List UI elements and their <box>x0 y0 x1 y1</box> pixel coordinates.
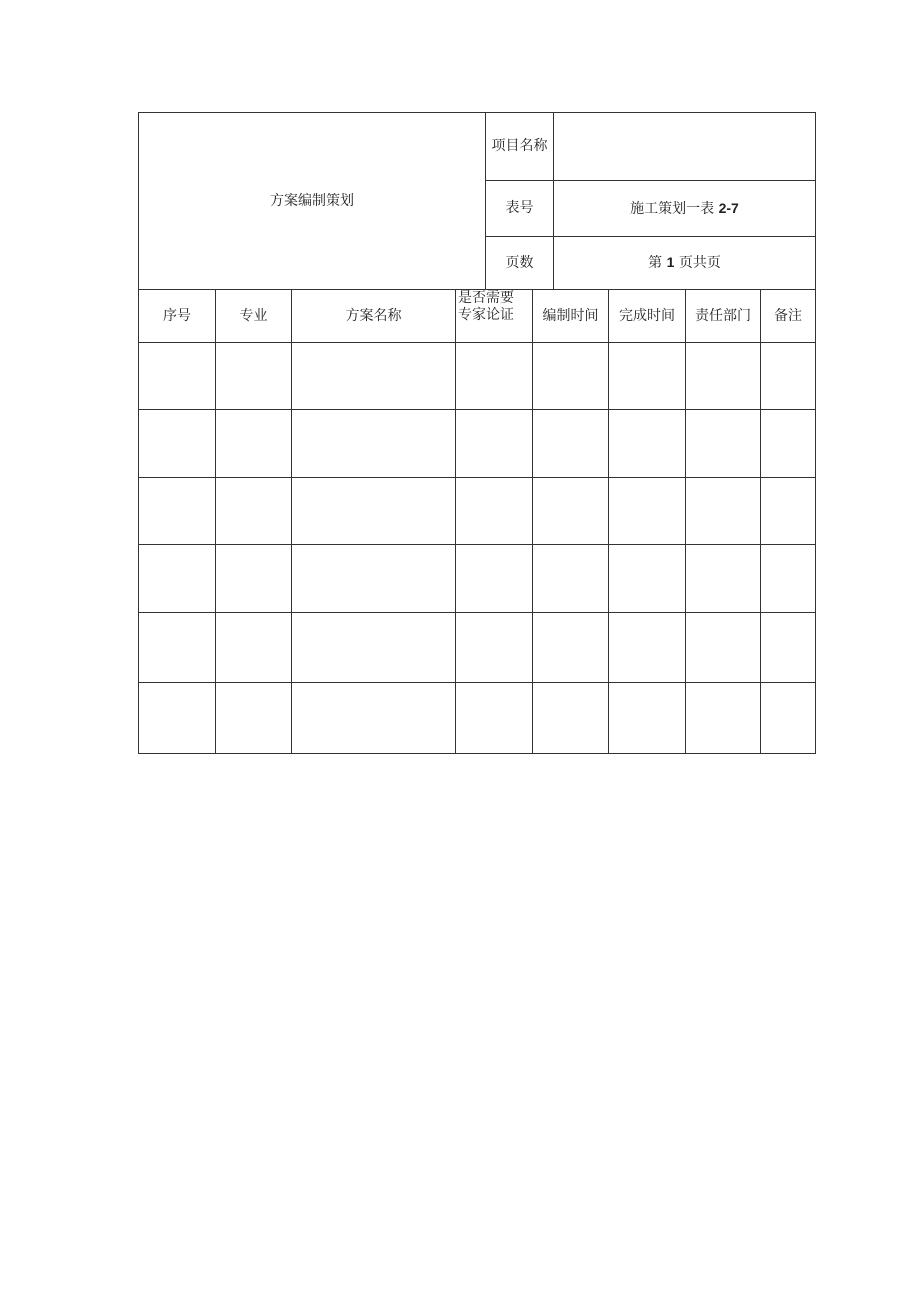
pages-value <box>554 237 816 290</box>
project-name-value[interactable] <box>554 113 816 181</box>
cell-finish-time[interactable] <box>609 613 686 683</box>
table-no-value-text: 施工策划一表 <box>630 200 715 217</box>
pages-value-number: 1 <box>666 254 675 270</box>
form-title <box>139 113 486 290</box>
col-seq: 序号 <box>139 290 216 343</box>
cell-compile-time[interactable] <box>533 613 609 683</box>
cell-responsible-dept[interactable] <box>686 343 761 410</box>
table-row <box>139 683 816 754</box>
cell-specialty[interactable] <box>216 478 292 545</box>
col-compile-time: 编制时间 <box>533 290 609 343</box>
cell-plan-name[interactable] <box>292 683 456 754</box>
cell-seq[interactable] <box>139 343 216 410</box>
col-responsible-dept: 责任部门 <box>686 290 761 343</box>
col-specialty: 专业 <box>216 290 292 343</box>
cell-plan-name[interactable] <box>292 343 456 410</box>
table-row <box>139 613 816 683</box>
cell-responsible-dept[interactable] <box>686 683 761 754</box>
col-finish-time: 完成时间 <box>609 290 686 343</box>
cell-remarks[interactable] <box>761 613 816 683</box>
cell-finish-time[interactable] <box>609 545 686 613</box>
col-plan-name: 方案名称 <box>292 290 456 343</box>
col-expert-review-line1: 是否需要 <box>458 290 514 306</box>
cell-plan-name[interactable] <box>292 545 456 613</box>
cell-seq[interactable] <box>139 545 216 613</box>
form-title-text: 方案编制策划 <box>270 192 354 209</box>
cell-responsible-dept[interactable] <box>686 613 761 683</box>
cell-expert-review[interactable] <box>456 343 533 410</box>
pages-value-prefix: 第 <box>648 255 663 271</box>
cell-finish-time[interactable] <box>609 478 686 545</box>
cell-expert-review[interactable] <box>456 478 533 545</box>
cell-seq[interactable] <box>139 613 216 683</box>
col-remarks: 备注 <box>761 290 816 343</box>
cell-seq[interactable] <box>139 683 216 754</box>
project-name-label: 项目名称 <box>486 113 554 181</box>
cell-finish-time[interactable] <box>609 410 686 478</box>
cell-expert-review[interactable] <box>456 613 533 683</box>
table-row <box>139 343 816 410</box>
cell-finish-time[interactable] <box>609 343 686 410</box>
cell-remarks[interactable] <box>761 683 816 754</box>
table-row <box>139 545 816 613</box>
cell-seq[interactable] <box>139 478 216 545</box>
pages-value-suffix: 页共页 <box>678 255 721 271</box>
col-expert-review <box>456 290 533 343</box>
cell-plan-name[interactable] <box>292 478 456 545</box>
column-header-row <box>139 290 816 343</box>
cell-compile-time[interactable] <box>533 683 609 754</box>
form-header-table <box>138 112 816 290</box>
cell-plan-name[interactable] <box>292 410 456 478</box>
table-no-label: 表号 <box>486 181 554 237</box>
plan-list-table <box>138 289 816 754</box>
cell-expert-review[interactable] <box>456 683 533 754</box>
cell-specialty[interactable] <box>216 545 292 613</box>
cell-specialty[interactable] <box>216 613 292 683</box>
cell-specialty[interactable] <box>216 410 292 478</box>
table-row <box>139 478 816 545</box>
cell-remarks[interactable] <box>761 478 816 545</box>
cell-responsible-dept[interactable] <box>686 478 761 545</box>
cell-specialty[interactable] <box>216 683 292 754</box>
cell-compile-time[interactable] <box>533 343 609 410</box>
cell-compile-time[interactable] <box>533 478 609 545</box>
cell-remarks[interactable] <box>761 545 816 613</box>
col-expert-review-line2: 专家论证 <box>458 307 514 323</box>
cell-seq[interactable] <box>139 410 216 478</box>
cell-compile-time[interactable] <box>533 410 609 478</box>
table-row <box>139 410 816 478</box>
table-no-value-number: 2-7 <box>718 199 739 216</box>
cell-specialty[interactable] <box>216 343 292 410</box>
table-no-value <box>554 181 816 237</box>
cell-expert-review[interactable] <box>456 410 533 478</box>
cell-remarks[interactable] <box>761 343 816 410</box>
cell-expert-review[interactable] <box>456 545 533 613</box>
cell-plan-name[interactable] <box>292 613 456 683</box>
planning-form <box>138 112 815 754</box>
cell-finish-time[interactable] <box>609 683 686 754</box>
cell-compile-time[interactable] <box>533 545 609 613</box>
cell-remarks[interactable] <box>761 410 816 478</box>
pages-label: 页数 <box>486 237 554 290</box>
cell-responsible-dept[interactable] <box>686 545 761 613</box>
cell-responsible-dept[interactable] <box>686 410 761 478</box>
